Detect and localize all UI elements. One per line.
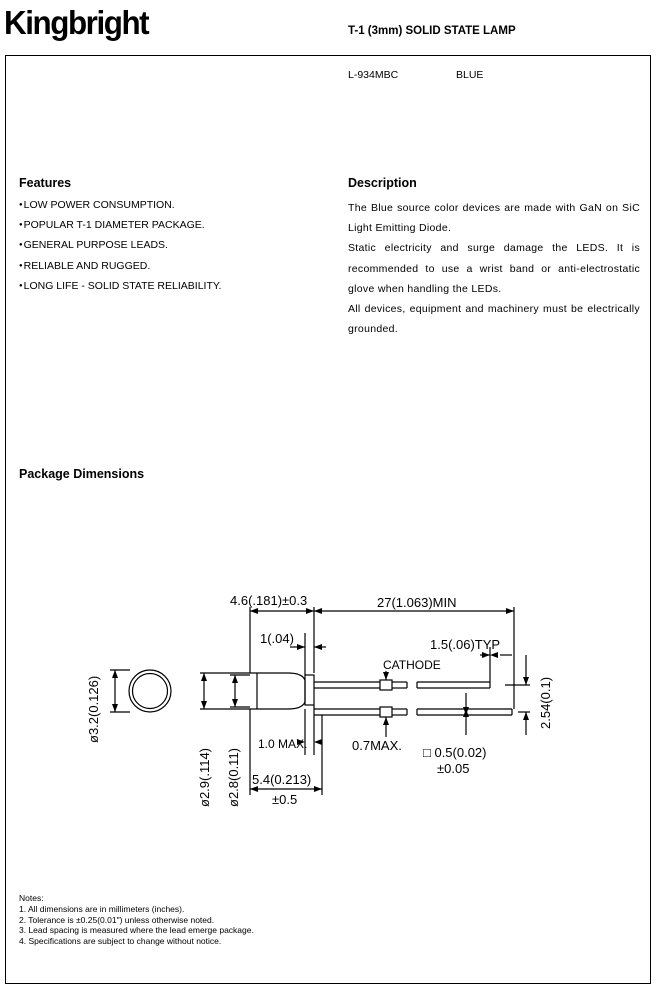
list-item: ● LOW POWER CONSUMPTION. — [19, 198, 221, 218]
note-item: 1. All dimensions are in millimeters (inches). — [19, 903, 185, 914]
list-item: ● POPULAR T-1 DIAMETER PACKAGE. — [19, 218, 221, 238]
dim-lead-typ: 1.5(.06)TYP — [430, 637, 501, 652]
cathode-label: CATHODE — [383, 658, 441, 672]
datasheet-frame — [5, 55, 651, 984]
note-item: 2. Tolerance is ±0.25(0.01") unless otherwise noted. — [19, 914, 215, 925]
lens-front-inner-circle — [133, 674, 168, 709]
dim-lens-length: 4.6(.181)±0.3 — [230, 593, 308, 608]
features-heading: Features — [19, 176, 72, 190]
dim-dia-top: ø3.2(0.126) — [86, 675, 101, 743]
description-body — [348, 198, 640, 339]
package-dimension-drawing — [60, 585, 580, 825]
dim-max-1: 1.0 MAX. — [258, 737, 308, 751]
part-number: L-934MBC — [348, 69, 399, 81]
dim-body-length-tol: ±0.5 — [272, 792, 298, 807]
flange-rect — [305, 675, 314, 705]
dim-dia-28: ø2.8(0.11) — [226, 747, 241, 807]
list-item: ● LONG LIFE - SOLID STATE RELIABILITY. — [19, 279, 221, 299]
notes-title: Notes: — [19, 893, 44, 903]
dim-max-07: 0.7MAX. — [352, 738, 402, 753]
description-paragraph: Static electricity and surge damage the LEDS. It is recommended to use a wrist band or anti-electrostatic glove when handling the LEDs. — [348, 242, 640, 295]
notes-block — [19, 893, 254, 947]
document-title: T-1 (3mm) SOLID STATE LAMP — [348, 25, 516, 37]
brand-logo: Kingbright — [4, 4, 149, 41]
lens-front-circle — [129, 670, 171, 712]
part-color: BLUE — [456, 69, 484, 81]
dim-lead-length: 27(1.063)MIN — [377, 595, 457, 610]
list-item: ● RELIABLE AND RUGGED. — [19, 259, 221, 279]
dim-flange: 1(.04) — [260, 631, 294, 646]
dim-body-length: 5.4(0.213) — [252, 772, 312, 787]
description-paragraph: All devices, equipment and machinery must be electrically grounded. — [348, 303, 640, 336]
description-paragraph: The Blue source color devices are made with GaN on SiC Light Emitting Diode. — [348, 202, 640, 235]
dim-dia-29: ø2.9(.114) — [197, 747, 212, 807]
dim-spacing: 2.54(0.1) — [538, 676, 553, 729]
features-list — [19, 198, 221, 299]
description-heading: Description — [348, 176, 417, 190]
note-item: 4. Specifications are subject to change without notice. — [19, 936, 222, 947]
package-dimensions-heading: Package Dimensions — [19, 467, 145, 481]
list-item: ● GENERAL PURPOSE LEADS. — [19, 238, 221, 258]
dim-lead-square-tol: ±0.05 — [437, 761, 470, 776]
note-item: 3. Lead spacing is measured where the lead emerge package. — [19, 925, 254, 936]
lens-body-outline — [257, 673, 305, 709]
dim-lead-square: □ 0.5(0.02) — [423, 745, 487, 760]
